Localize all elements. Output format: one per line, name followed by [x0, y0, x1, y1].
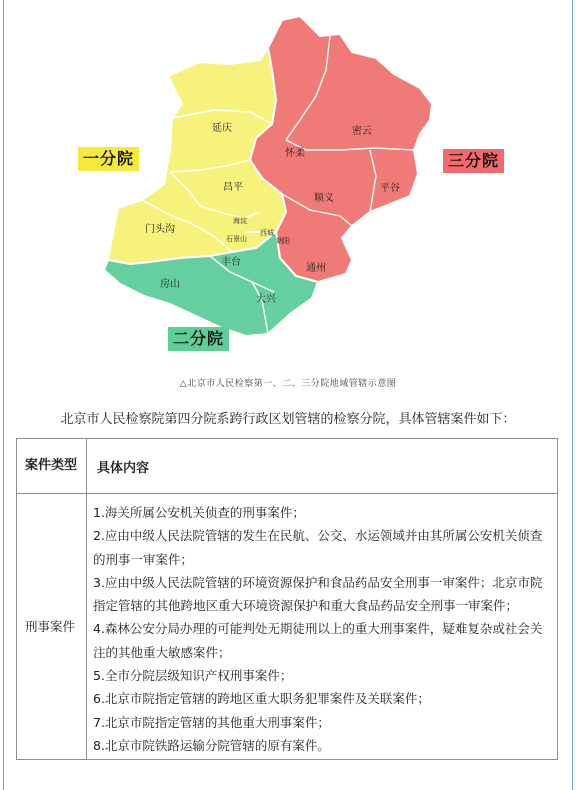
district-fangshan: 房山 — [160, 279, 180, 290]
list-item: 4.森林公安分局办理的可能判处无期徒刑以上的重大刑事案件，疑难复杂或社会关注的其他重大敏感案件； — [93, 621, 543, 660]
label-first-branch: 一分院 — [78, 147, 139, 171]
label-third-branch: 三分院 — [443, 149, 504, 173]
label-second-branch: 二分院 — [168, 327, 229, 351]
district-haidian: 海淀 — [233, 217, 247, 225]
district-xicheng: 西城 — [260, 229, 274, 237]
list-item: 5.全市分院层级知识产权刑事案件； — [93, 668, 293, 684]
content-cell — [87, 494, 558, 760]
cases-table — [16, 438, 558, 760]
case-type-cell: 刑事案件 — [17, 494, 87, 760]
beijing-district-map — [0, 0, 576, 372]
list-item: 8.北京市院铁路运输分院管辖的原有案件。 — [93, 737, 330, 753]
district-fengtai: 丰台 — [221, 257, 241, 268]
table-row — [17, 494, 558, 760]
list-item: 6.北京市院指定管辖的跨地区重大职务犯罪案件及关联案件； — [93, 691, 430, 707]
intro-paragraph: 北京市人民检察院第四分院系跨行政区划管辖的检察分院，具体管辖案件如下： — [60, 412, 516, 427]
district-changping: 昌平 — [223, 182, 243, 193]
list-item: 1.海关所属公安机关侦查的刑事案件； — [93, 505, 305, 520]
jurisdiction-map — [0, 0, 576, 372]
district-mentougou: 门头沟 — [145, 224, 175, 235]
header-content: 具体内容 — [87, 439, 558, 494]
district-pinggu: 平谷 — [380, 183, 400, 194]
district-chaoyang: 朝阳 — [276, 237, 290, 245]
list-item: 7.北京市院指定管辖的其他重大刑事案件； — [93, 714, 330, 730]
list-item: 3.应由中级人民法院管辖的环境资源保护和食品药品安全刑事一审案件；北京市院指定管辖的其他跨地区重大环境资源保护和重大食品药品安全刑事一审案件； — [93, 574, 543, 614]
district-yanqing: 延庆 — [212, 123, 232, 134]
district-shijingshan: 石景山 — [226, 235, 247, 243]
table-header-row — [17, 439, 558, 494]
district-tongzhou: 通州 — [306, 263, 326, 274]
header-case-type: 案件类型 — [17, 439, 87, 494]
district-shunyi: 顺义 — [314, 193, 334, 204]
list-item: 2.应由中级人民法院管辖的发生在民航、公交、水运领域并由其所属公安机关侦查的刑事一审案件； — [93, 528, 543, 567]
district-daxing: 大兴 — [256, 294, 276, 305]
district-huairou: 怀柔 — [285, 148, 305, 159]
map-caption: △北京市人民检察第一、二、三分院地域管辖示意图 — [179, 379, 397, 389]
district-miyun: 密云 — [352, 126, 372, 137]
